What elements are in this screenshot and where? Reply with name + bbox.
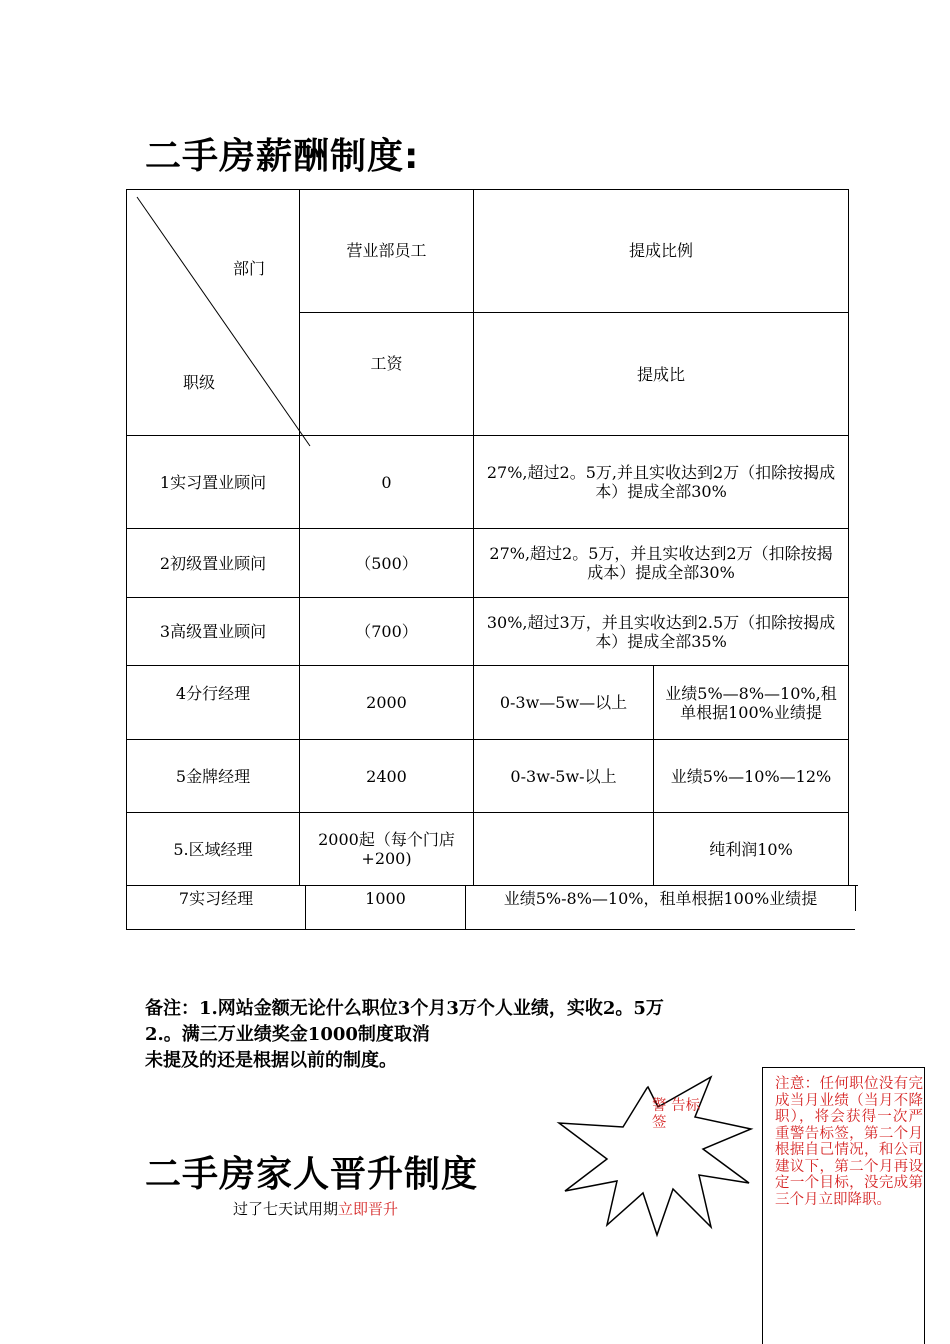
- header-level: 职级: [183, 373, 216, 392]
- table-row-level: 3高级置业顾问: [159, 622, 267, 641]
- promotion-subtitle: [233, 1198, 398, 1219]
- note-line: 备注：1.网站金额无论什么职位3个月3万个人业绩，实收2。5万: [145, 998, 664, 1019]
- table-row-commission: 30%,超过3万，并且实收达到2.5万（扣除按揭成本）提成全部35%: [486, 612, 836, 651]
- table-row-salary: （500）: [355, 553, 418, 573]
- table-row-range: [474, 813, 653, 885]
- table-row-commission: 业绩5%—10%—12%: [670, 766, 832, 786]
- table-row-commission: 27%,超过2。5万，并且实收达到2万（扣除按揭成本）提成全部30%: [489, 544, 833, 582]
- table-row-salary: 1000: [365, 888, 406, 908]
- table-row-commission: 业绩5%—8%—10%,租单根据100%业绩提: [665, 683, 837, 722]
- table-row-level: 5.区域经理: [173, 839, 253, 859]
- table-row-level: 4分行经理: [175, 683, 251, 703]
- table-row-salary: 2000起（每个门店+200): [318, 830, 455, 868]
- table-row-salary: 2400: [366, 766, 407, 786]
- table-row-commission: 纯利润10%: [709, 839, 793, 859]
- promotion-subtitle-highlight: 立即晋升: [338, 1200, 399, 1218]
- note-line: 2.。满三万业绩奖金1000制度取消: [145, 1024, 430, 1045]
- table-row-salary: （700）: [355, 622, 418, 641]
- notice-text: 注意：任何职位没有完成当月业绩（当月不降职），将会获得一次严重警告标签，第二个月根据自己情况，和公司建议下，第二个月再设定一个目标，没完成第三个月立即降职。: [775, 1076, 923, 1208]
- header-ratio: 提成比例: [628, 241, 693, 260]
- header-staff: 营业部员工: [346, 241, 427, 260]
- header-salary: 工资: [370, 354, 403, 373]
- promotion-title: 二手房家人晋升制度: [145, 1154, 479, 1195]
- header-department: 部门: [233, 259, 266, 278]
- table-row-level: 5金牌经理: [175, 766, 251, 786]
- table-row-range: 0-3w-5w-以上: [510, 766, 617, 786]
- table-row-range: 0-3w—5w—以上: [499, 693, 628, 712]
- table-row-commission: 27%,超过2。5万,并且实收达到2万（扣除按揭成本）提成全部30%: [486, 463, 836, 501]
- note-line: 未提及的还是根据以前的制度。: [145, 1050, 397, 1071]
- table-row-salary: 0: [381, 472, 392, 492]
- header-commission: 提成比: [636, 364, 685, 384]
- table-row-level: 2初级置业顾问: [159, 553, 267, 573]
- table-row-salary: 2000: [366, 693, 407, 712]
- promotion-subtitle-prefix: 过了七天试用期: [233, 1200, 339, 1218]
- diagonal-divider: [126, 189, 316, 451]
- notice-box: [762, 1067, 925, 1344]
- table-row-level: 1实习置业顾问: [159, 472, 267, 492]
- notes: [145, 996, 664, 1074]
- page-title: 二手房薪酬制度:: [145, 136, 420, 177]
- table-row-commission: 业绩5%-8%—10%，租单根据100%业绩提: [503, 888, 818, 908]
- warning-label: 警 告标签: [652, 1098, 701, 1131]
- table-row-level: 7实习经理: [178, 888, 254, 908]
